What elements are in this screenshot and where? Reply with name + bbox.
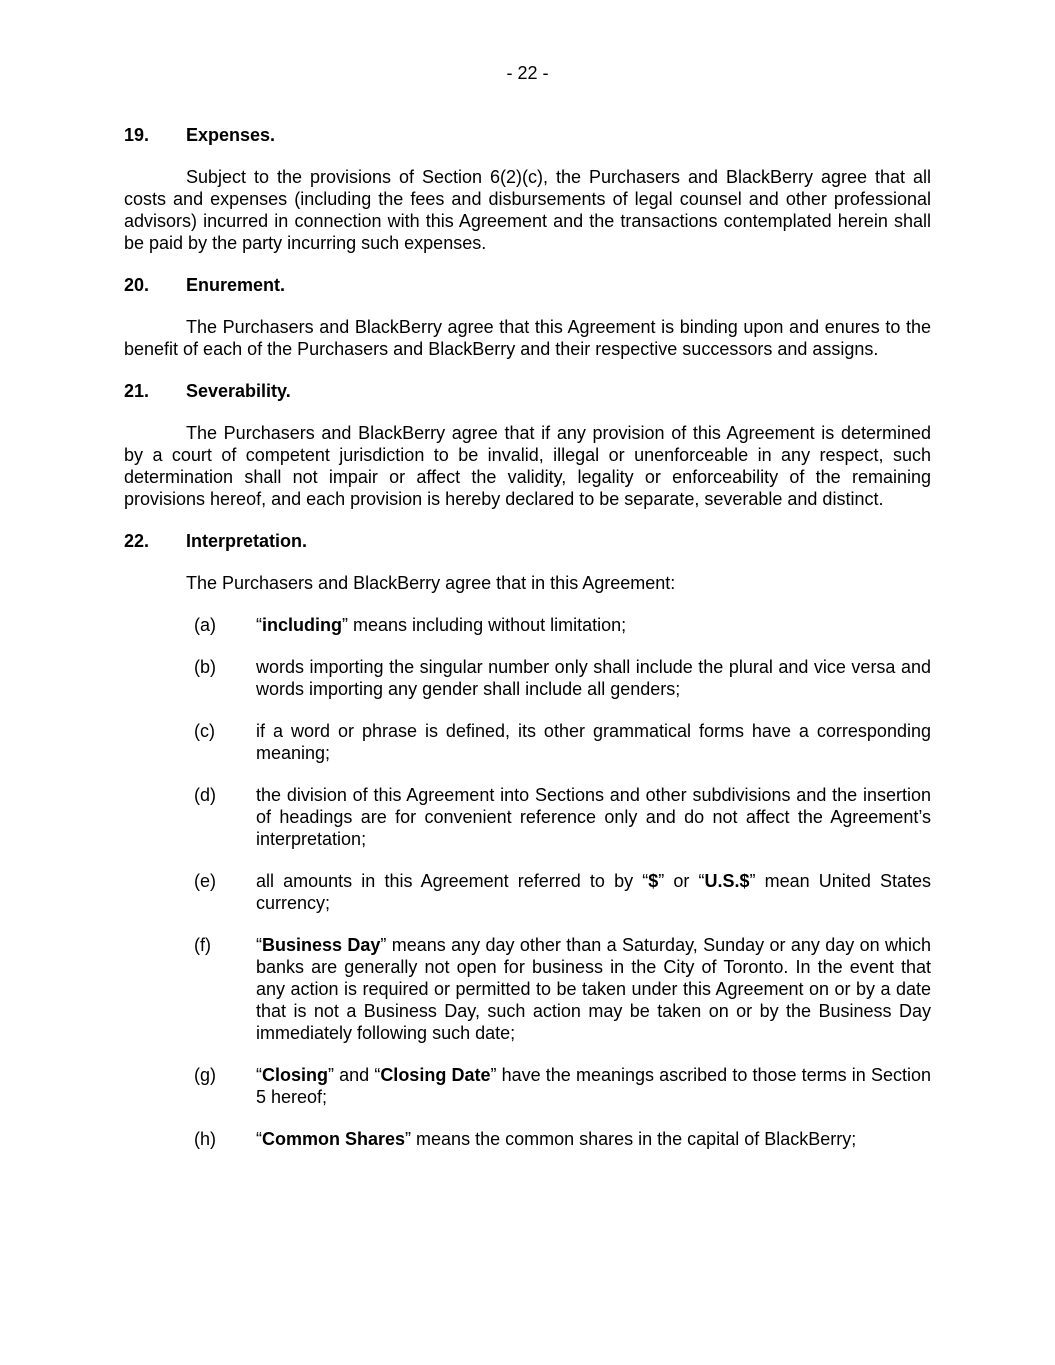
defined-term: including: [262, 615, 342, 635]
item-text: “including” means including without limitation;: [256, 615, 627, 635]
section-21-body: The Purchasers and BlackBerry agree that if any provision of this Agreement is determined by a court of competent jurisdiction to be invalid, illegal or unenforceable in any respect, such determination shall not impair or affect the validity, legality or enforceability of the remaining provisions hereof, and each provision is hereby declared to be separate, severable and distinct.: [124, 423, 931, 509]
section-19-heading: [124, 124, 931, 146]
item-label: (h): [194, 1129, 216, 1149]
item-label: (c): [194, 721, 215, 741]
list-item-g: [124, 1064, 931, 1108]
section-title: Severability.: [186, 381, 291, 401]
section-20-heading: [124, 274, 931, 296]
item-text: “Business Day” means any day other than a Saturday, Sunday or any day on which banks are generally not open for business in the City of Toronto. In the event that any action is required or permitted to be taken under this Agreement on or by a date that is not a Business Day, such action may be taken on or by the Business Day immediately following such date;: [256, 935, 932, 1043]
item-label: (a): [194, 615, 216, 635]
page-number: - 22 -: [506, 63, 549, 83]
section-21-heading: [124, 380, 931, 402]
defined-term: Common Shares: [262, 1129, 406, 1149]
item-text: “Common Shares” means the common shares in the capital of BlackBerry;: [256, 1129, 857, 1149]
defined-term: Closing: [262, 1065, 328, 1085]
item-label: (e): [194, 871, 216, 891]
section-number: 20.: [124, 275, 150, 295]
defined-term: U.S.$: [704, 871, 750, 891]
list-item-b: [124, 656, 931, 700]
list-item-c: [124, 720, 931, 764]
item-label: (f): [194, 935, 211, 955]
section-number: 19.: [124, 125, 150, 145]
defined-term: Business Day: [262, 935, 381, 955]
section-number: 21.: [124, 381, 150, 401]
list-item-d: [124, 784, 931, 850]
item-label: (g): [194, 1065, 216, 1085]
item-label: (b): [194, 657, 216, 677]
list-item-e: [124, 870, 931, 914]
section-title: Enurement.: [186, 275, 286, 295]
list-item-f: [124, 934, 931, 1044]
section-20-body: The Purchasers and BlackBerry agree that this Agreement is binding upon and enures to the benefit of each of the Purchasers and BlackBerry and their respective successors and assigns.: [124, 317, 931, 359]
section-22-body: The Purchasers and BlackBerry agree that in this Agreement:: [186, 573, 676, 593]
defined-term: Closing Date: [380, 1065, 491, 1085]
item-text: “Closing” and “Closing Date” have the meanings ascribed to those terms in Section 5 hereof;: [256, 1065, 931, 1107]
section-19-body: Subject to the provisions of Section 6(2)(c), the Purchasers and BlackBerry agree that all costs and expenses (including the fees and disbursements of legal counsel and other professional advisors) incurred in connection with this Agreement and the transactions contemplated herein shall be paid by the party incurring such expenses.: [124, 167, 931, 253]
item-text: all amounts in this Agreement referred to by “$” or “U.S.$” mean United States currency;: [256, 871, 931, 913]
section-number: 22.: [124, 531, 150, 551]
list-item-a: [124, 614, 931, 636]
list-item-h: [124, 1128, 931, 1150]
item-text: the division of this Agreement into Sections and other subdivisions and the insertion of headings are for convenient reference only and do not affect the Agreement’s interpretation;: [256, 785, 931, 849]
defined-term: $: [648, 871, 659, 891]
item-text: words importing the singular number only shall include the plural and vice versa and words importing any gender shall include all genders;: [256, 657, 931, 699]
section-title: Expenses.: [186, 125, 276, 145]
item-label: (d): [194, 785, 216, 805]
section-title: Interpretation.: [186, 531, 308, 551]
section-22-heading: [124, 530, 931, 552]
document-page: [124, 62, 931, 1150]
item-text: if a word or phrase is defined, its other grammatical forms have a corresponding meaning;: [256, 721, 931, 763]
